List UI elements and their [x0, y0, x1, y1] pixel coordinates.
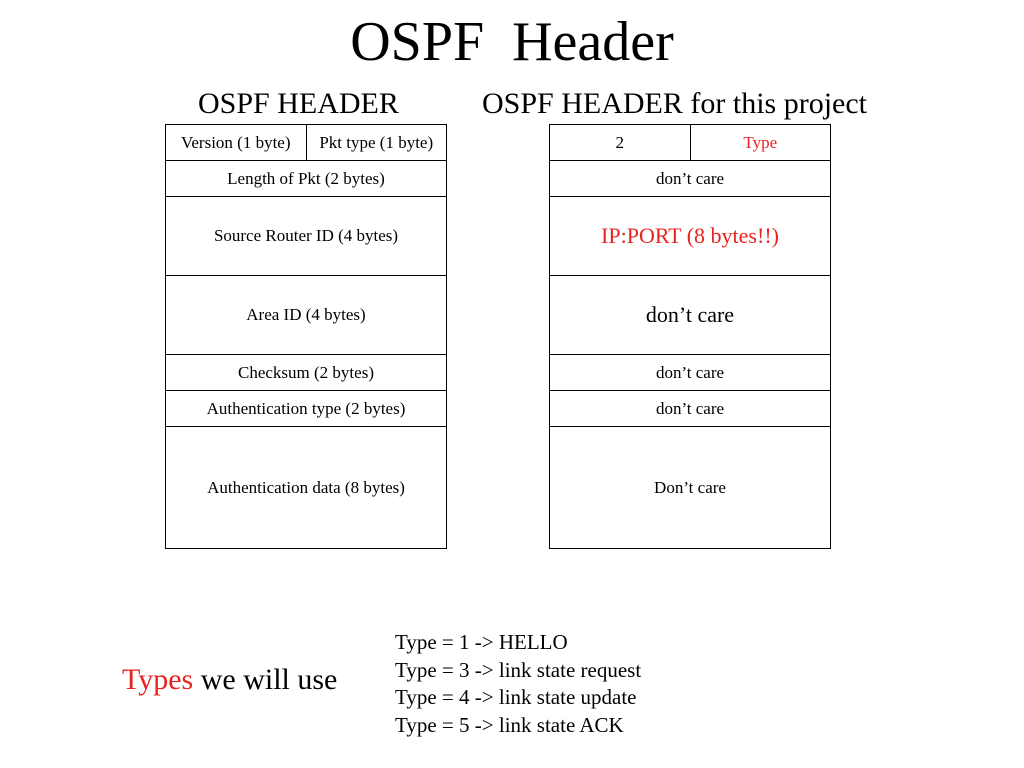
types-list-item: Type = 5 -> link state ACK [395, 712, 624, 737]
project-type-field: Type [690, 125, 831, 160]
project-row-version-type [550, 125, 830, 160]
header-row-length [166, 160, 446, 196]
auth-type-field: Authentication type (2 bytes) [206, 398, 406, 418]
left-table-heading: OSPF HEADER [198, 87, 399, 120]
header-row-checksum [166, 354, 446, 390]
area-id-field: Area ID (4 bytes) [246, 305, 366, 324]
version-field: Version (1 byte) [180, 132, 291, 152]
types-list-item: Type = 3 -> link state request [395, 657, 642, 682]
project-row-checksum [550, 354, 830, 390]
project-auth-type-field: don’t care [655, 398, 725, 418]
types-list-item: Type = 1 -> HELLO [395, 630, 568, 654]
checksum-field: Checksum (2 bytes) [238, 362, 374, 382]
project-row-auth-type [550, 390, 830, 426]
project-row-area-id [550, 275, 830, 354]
slide-title: OSPF Header [350, 11, 674, 73]
pkt-type-field: Pkt type (1 byte) [306, 125, 447, 160]
header-row-source-router-id [166, 196, 446, 275]
types-label-highlight: Types [122, 663, 194, 696]
project-area-id-field: don’t care [645, 302, 735, 327]
source-router-id-field: Source Router ID (4 bytes) [213, 226, 399, 245]
project-row-source-router-id [550, 196, 830, 275]
types-list [395, 629, 641, 739]
length-field: Length of Pkt (2 bytes) [227, 168, 385, 188]
project-length-field: don’t care [655, 168, 725, 188]
project-row-length [550, 160, 830, 196]
project-row-auth-data [550, 426, 830, 548]
header-row-auth-data [166, 426, 446, 548]
project-ospf-header-table [549, 124, 831, 549]
auth-data-field: Authentication data (8 bytes) [207, 477, 405, 497]
header-row-version-type [166, 125, 446, 160]
project-ip-port-field: IP:PORT (8 bytes!!) [601, 223, 779, 248]
right-table-heading: OSPF HEADER for this project [482, 87, 867, 120]
header-row-area-id [166, 275, 446, 354]
header-row-auth-type [166, 390, 446, 426]
types-label-rest: we will use [193, 663, 338, 696]
standard-ospf-header-table [165, 124, 447, 549]
project-version-field: 2 [615, 132, 624, 152]
types-list-item: Type = 4 -> link state update [395, 685, 637, 709]
types-label [122, 660, 337, 700]
project-checksum-field: don’t care [655, 362, 725, 382]
project-auth-data-field: Don’t care [654, 477, 726, 497]
